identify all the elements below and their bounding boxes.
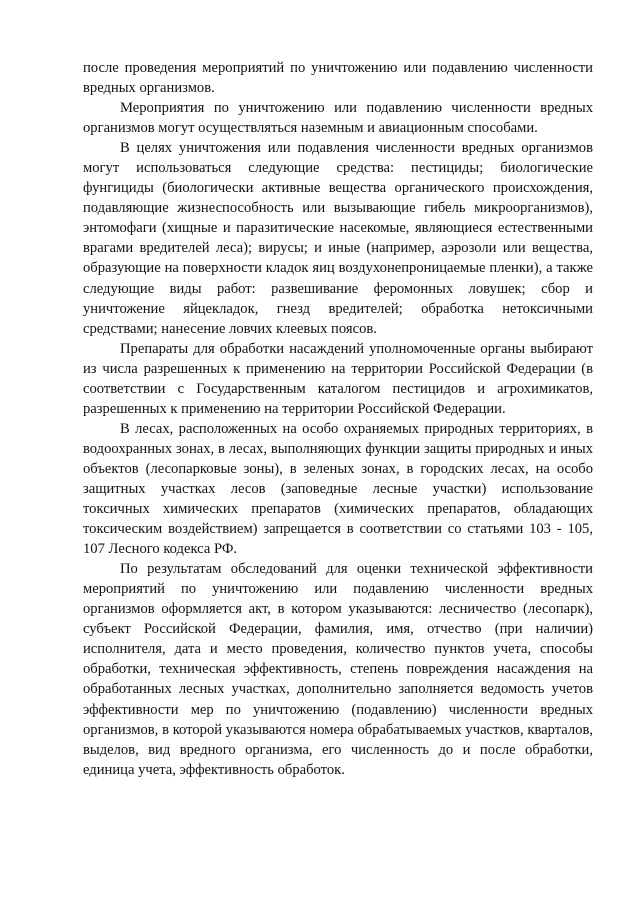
document-page [83, 58, 593, 780]
paragraph-methods: Мероприятия по уничтожению или подавлению численности вредных организмов могут осуществляться наземным и авиационным способами. [83, 100, 593, 137]
paragraph-efficiency-act: По результатам обследований для оценки технической эффективности мероприятий по уничтожению или подавлению численности вредных организмов оформляется акт, в котором указываются: лесничество (лесопарк), субъект Российской Федерации, фамилия, имя, отчество (при наличии) исполнителя, дата и место проведения, количество пунктов учета, способы обработки, техническая эффективность, степень повреждения насаждения на обработанных лесных участках, дополнительно заполняется ведомость учетов эффективности мер по уничтожению (подавлению) численности вредных организмов, в которой указываются номера обрабатываемых участков, кварталов, выделов, вид вредного организма, его численность до и после обработки, единица учета, эффективность обработок. [83, 561, 593, 778]
paragraph-preparations: Препараты для обработки насаждений уполномоченные органы выбирают из числа разрешенных к применению на территории Российской Федерации (в соответствии с Государственным каталогом пестицидов и агрохимикатов, разрешенных к применению на территории Российской Федерации. [83, 340, 593, 417]
paragraph-restrictions: В лесах, расположенных на особо охраняемых природных территориях, в водоохранных зонах, в лесах, выполняющих функции защиты природных и иных объектов (лесопарковые зоны), в зеленых зонах, в городских лесах, на особо защитных участках лесов (заповедные лесные участки) использование токсичных химических препаратов (химических препаратов, обладающих токсическим воздействием) запрещается в соответствии со статьями 103 - 105, 107 Лесного кодекса РФ. [83, 420, 593, 558]
paragraph-means: В целях уничтожения или подавления численности вредных организмов могут использоваться следующие средства: пестициды; биологические фунгициды (биологически активные вещества органического происхождения, подавляющие жизнеспособность или вызывающие гибель микроорганизмов), энтомофаги (хищные и паразитические насекомые, являющиеся естественными врагами вредителей леса); вирусы; и иные (например, аэрозоли или вещества, образующие на поверхности кладок яиц воздухонепроницаемые пленки), а также следующие виды работ: развешивание феромонных ловушек; сбор и уничтожение яйцекладок, гнезд вредителей; обработка нетоксичными средствами; нанесение ловчих клеевых поясов. [83, 140, 593, 337]
paragraph-continuation: после проведения мероприятий по уничтожению или подавлению численности вредных организмов. [83, 60, 593, 97]
